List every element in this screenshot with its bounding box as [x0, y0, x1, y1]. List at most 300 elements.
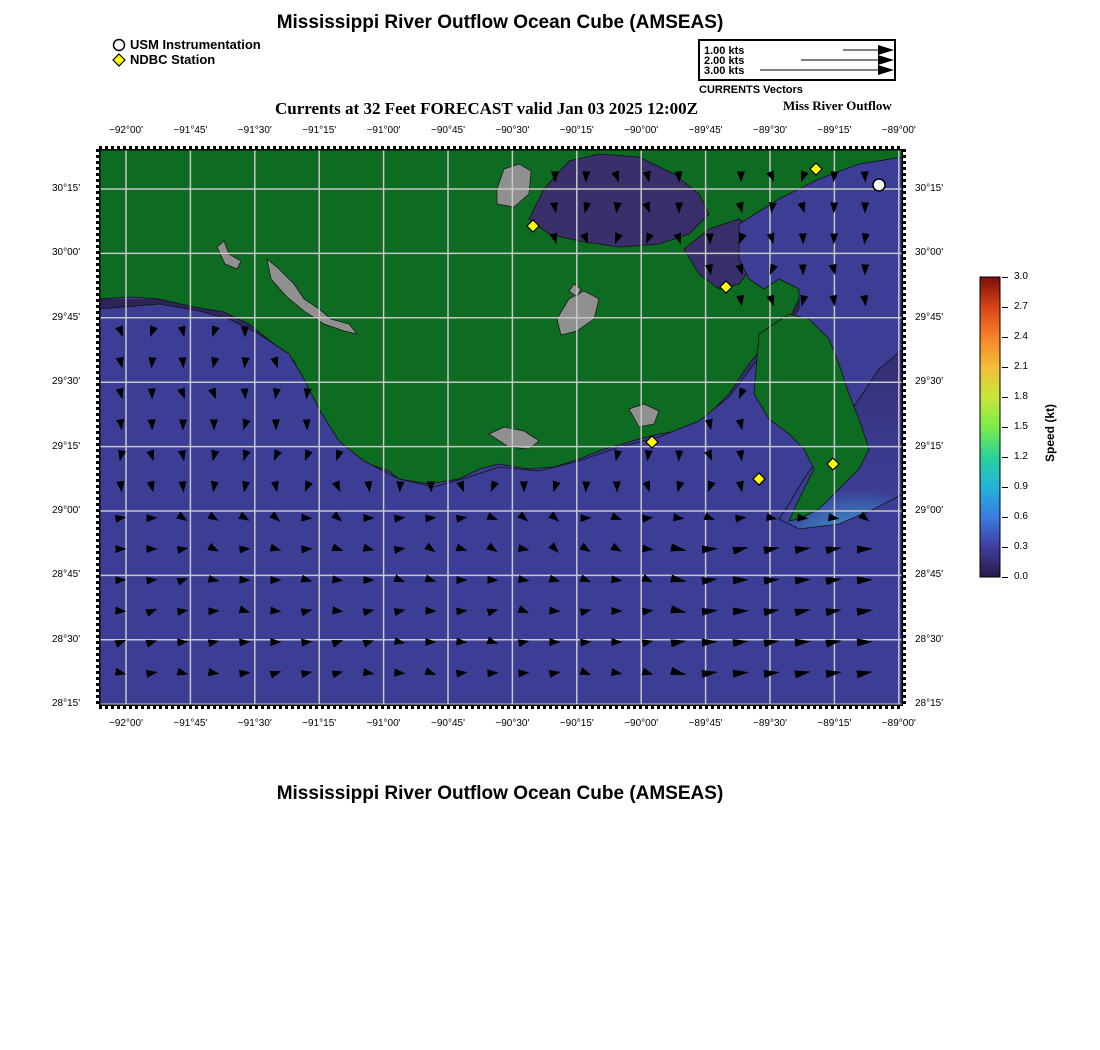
border-tick: [285, 706, 288, 709]
border-tick: [96, 467, 99, 470]
border-tick: [903, 395, 906, 398]
border-tick: [891, 146, 894, 149]
border-tick: [96, 191, 99, 194]
border-tick: [96, 629, 99, 632]
border-tick: [96, 371, 99, 374]
border-tick: [357, 146, 360, 149]
border-tick: [687, 146, 690, 149]
vector-label-1: 1.00 kts: [704, 45, 745, 57]
longitude-tick-label: −91°00': [366, 718, 401, 729]
border-tick: [207, 706, 210, 709]
border-tick: [657, 706, 660, 709]
border-tick: [267, 146, 270, 149]
border-tick: [567, 706, 570, 709]
border-tick: [351, 146, 354, 149]
border-tick: [375, 146, 378, 149]
border-tick: [261, 706, 264, 709]
border-tick: [651, 706, 654, 709]
border-tick: [903, 275, 906, 278]
border-tick: [105, 706, 108, 709]
border-tick: [96, 677, 99, 680]
border-tick: [645, 706, 648, 709]
border-tick: [96, 311, 99, 314]
border-tick: [249, 706, 252, 709]
latitude-tick-label: 29°30': [915, 376, 944, 388]
border-tick: [597, 706, 600, 709]
border-tick: [96, 581, 99, 584]
border-tick: [597, 146, 600, 149]
border-tick: [123, 706, 126, 709]
border-tick: [735, 706, 738, 709]
border-tick: [663, 706, 666, 709]
border-tick: [903, 569, 906, 572]
border-tick: [99, 146, 102, 149]
border-tick: [903, 233, 906, 236]
border-tick: [525, 706, 528, 709]
border-tick: [225, 706, 228, 709]
border-tick: [96, 275, 99, 278]
latitude-tick-label: 29°30': [52, 376, 81, 388]
border-tick: [903, 611, 906, 614]
border-tick: [96, 545, 99, 548]
border-tick: [903, 629, 906, 632]
border-tick: [903, 383, 906, 386]
border-tick: [633, 706, 636, 709]
border-tick: [96, 395, 99, 398]
border-tick: [795, 146, 798, 149]
border-tick: [567, 146, 570, 149]
border-tick: [903, 413, 906, 416]
border-tick: [903, 539, 906, 542]
border-tick: [903, 203, 906, 206]
border-tick: [903, 689, 906, 692]
border-tick: [429, 706, 432, 709]
colorbar-tick-label: 2.1: [1014, 361, 1028, 372]
border-tick: [885, 146, 888, 149]
border-tick: [465, 706, 468, 709]
border-tick: [96, 461, 99, 464]
border-tick: [831, 146, 834, 149]
vector-legend-arrows: [700, 41, 894, 79]
border-tick: [333, 146, 336, 149]
border-tick: [483, 706, 486, 709]
border-tick: [699, 706, 702, 709]
border-tick: [519, 706, 522, 709]
colorbar-tick-mark: [1002, 457, 1008, 458]
border-tick: [513, 146, 516, 149]
colorbar-tick-label: 0.6: [1014, 511, 1028, 522]
latitude-tick-label: 28°30': [915, 633, 944, 645]
border-tick: [303, 706, 306, 709]
border-tick: [279, 146, 282, 149]
border-tick: [96, 575, 99, 578]
border-tick: [837, 706, 840, 709]
border-tick: [453, 706, 456, 709]
border-tick: [96, 473, 99, 476]
ndbc-legend-label: NDBC Station: [130, 52, 216, 67]
border-tick: [105, 146, 108, 149]
border-tick: [675, 706, 678, 709]
border-tick: [273, 146, 276, 149]
border-tick: [423, 706, 426, 709]
border-tick: [885, 706, 888, 709]
border-tick: [903, 341, 906, 344]
border-tick: [96, 419, 99, 422]
longitude-tick-label: −90°45': [431, 125, 465, 136]
border-tick: [573, 146, 576, 149]
border-tick: [531, 146, 534, 149]
border-tick: [351, 706, 354, 709]
border-tick: [903, 635, 906, 638]
border-tick: [96, 299, 99, 302]
border-tick: [765, 706, 768, 709]
border-tick: [507, 706, 510, 709]
border-tick: [99, 706, 102, 709]
border-tick: [96, 341, 99, 344]
border-tick: [819, 706, 822, 709]
border-tick: [813, 706, 816, 709]
border-tick: [633, 146, 636, 149]
border-tick: [501, 146, 504, 149]
border-tick: [741, 146, 744, 149]
latitude-tick-label: 29°45': [52, 311, 81, 323]
border-tick: [693, 146, 696, 149]
colorbar-tick-label: 1.8: [1014, 391, 1028, 402]
border-tick: [903, 173, 906, 176]
border-tick: [117, 146, 120, 149]
border-tick: [729, 146, 732, 149]
border-tick: [903, 155, 906, 158]
latitude-tick-label: 28°15': [915, 698, 944, 710]
longitude-tick-label: −89°00': [881, 718, 916, 729]
border-tick: [903, 299, 906, 302]
border-tick: [375, 706, 378, 709]
border-tick: [96, 251, 99, 254]
latitude-tick-label: 28°45': [915, 569, 944, 581]
border-tick: [285, 146, 288, 149]
border-tick: [627, 706, 630, 709]
border-tick: [96, 695, 99, 698]
border-tick: [177, 146, 180, 149]
border-tick: [723, 146, 726, 149]
border-tick: [255, 706, 258, 709]
border-tick: [183, 706, 186, 709]
border-tick: [96, 635, 99, 638]
border-tick: [687, 706, 690, 709]
border-tick: [825, 706, 828, 709]
border-tick: [201, 706, 204, 709]
border-tick: [903, 191, 906, 194]
border-tick: [771, 706, 774, 709]
border-tick: [585, 146, 588, 149]
border-tick: [471, 706, 474, 709]
longitude-tick-label: −90°30': [495, 718, 530, 729]
border-tick: [699, 146, 702, 149]
border-tick: [711, 146, 714, 149]
border-tick: [381, 146, 384, 149]
colorbar-tick-label: 0.3: [1014, 541, 1028, 552]
border-tick: [903, 665, 906, 668]
border-tick: [219, 706, 222, 709]
longitude-tick-label: −91°15': [302, 718, 337, 729]
border-tick: [873, 706, 876, 709]
border-tick: [639, 146, 642, 149]
border-tick: [96, 425, 99, 428]
border-tick: [903, 209, 906, 212]
border-tick: [459, 146, 462, 149]
ndbc-legend-item: [112, 52, 215, 67]
border-tick: [903, 437, 906, 440]
border-tick: [345, 146, 348, 149]
border-tick: [237, 706, 240, 709]
colorbar-tick-mark: [1002, 307, 1008, 308]
border-tick: [525, 146, 528, 149]
border-tick: [96, 605, 99, 608]
border-tick: [903, 557, 906, 560]
border-tick: [159, 706, 162, 709]
border-tick: [891, 706, 894, 709]
border-tick: [453, 146, 456, 149]
border-tick: [855, 146, 858, 149]
border-tick: [96, 491, 99, 494]
border-tick: [96, 293, 99, 296]
border-tick: [111, 706, 114, 709]
border-tick: [861, 706, 864, 709]
colorbar-tick-mark: [1002, 337, 1008, 338]
border-tick: [129, 146, 132, 149]
border-tick: [903, 335, 906, 338]
border-tick: [903, 647, 906, 650]
border-tick: [423, 146, 426, 149]
border-tick: [96, 239, 99, 242]
border-tick: [96, 647, 99, 650]
border-tick: [489, 706, 492, 709]
border-tick: [903, 251, 906, 254]
border-tick: [237, 146, 240, 149]
border-tick: [327, 706, 330, 709]
border-tick: [903, 407, 906, 410]
border-tick: [903, 431, 906, 434]
longitude-tick-label: −90°00': [624, 125, 659, 136]
border-tick: [903, 455, 906, 458]
border-tick: [609, 706, 612, 709]
border-tick: [741, 706, 744, 709]
border-tick: [309, 706, 312, 709]
border-tick: [96, 587, 99, 590]
border-tick: [801, 706, 804, 709]
border-tick: [165, 706, 168, 709]
border-tick: [96, 509, 99, 512]
longitude-tick-label: −91°45': [173, 718, 208, 729]
border-tick: [96, 683, 99, 686]
border-tick: [195, 146, 198, 149]
border-tick: [903, 497, 906, 500]
border-tick: [903, 563, 906, 566]
longitude-tick-label: −89°15': [817, 125, 852, 136]
border-tick: [903, 305, 906, 308]
border-tick: [195, 706, 198, 709]
border-tick: [879, 146, 882, 149]
border-tick: [96, 401, 99, 404]
border-tick: [171, 146, 174, 149]
longitude-tick-label: −89°00': [881, 125, 916, 136]
border-tick: [651, 146, 654, 149]
border-tick: [309, 146, 312, 149]
border-tick: [447, 706, 450, 709]
border-tick: [543, 706, 546, 709]
longitude-tick-label: −90°45': [431, 718, 465, 729]
border-tick: [96, 593, 99, 596]
border-tick: [96, 479, 99, 482]
border-tick: [543, 146, 546, 149]
border-tick: [903, 293, 906, 296]
vector-legend-box: [698, 39, 896, 81]
border-tick: [96, 653, 99, 656]
border-tick: [399, 146, 402, 149]
border-tick: [96, 377, 99, 380]
border-tick: [813, 146, 816, 149]
border-tick: [303, 146, 306, 149]
border-tick: [843, 706, 846, 709]
usm-legend-label: USM Instrumentation: [130, 37, 261, 52]
border-tick: [165, 146, 168, 149]
border-tick: [345, 706, 348, 709]
border-tick: [96, 215, 99, 218]
border-tick: [267, 706, 270, 709]
latitude-tick-label: 29°45': [915, 311, 944, 323]
longitude-tick-label: −91°45': [173, 125, 208, 136]
longitude-tick-label: −89°45': [688, 125, 723, 136]
latitude-tick-label: 29°00': [915, 505, 944, 516]
border-tick: [96, 329, 99, 332]
usm-legend-item: [112, 37, 261, 52]
border-tick: [729, 706, 732, 709]
border-tick: [333, 706, 336, 709]
longitude-tick-label: −91°15': [302, 125, 337, 136]
border-tick: [177, 706, 180, 709]
border-tick: [96, 503, 99, 506]
border-tick: [693, 706, 696, 709]
border-tick: [363, 706, 366, 709]
border-tick: [411, 706, 414, 709]
border-tick: [717, 146, 720, 149]
border-tick: [387, 146, 390, 149]
border-tick: [903, 353, 906, 356]
colorbar-tick-mark: [1002, 547, 1008, 548]
border-tick: [537, 706, 540, 709]
border-tick: [96, 353, 99, 356]
border-tick: [681, 706, 684, 709]
border-tick: [903, 179, 906, 182]
forecast-subtitle: Currents at 32 Feet FORECAST valid Jan 03 2025 12:00Z: [275, 99, 698, 118]
longitude-tick-label: −92°00': [109, 125, 143, 136]
border-tick: [903, 491, 906, 494]
border-tick: [903, 185, 906, 188]
border-tick: [96, 323, 99, 326]
border-tick: [261, 146, 264, 149]
border-tick: [96, 197, 99, 200]
colorbar-tick-mark: [1002, 577, 1008, 578]
border-tick: [435, 706, 438, 709]
border-tick: [903, 653, 906, 656]
border-tick: [96, 527, 99, 530]
border-tick: [855, 706, 858, 709]
border-tick: [189, 706, 192, 709]
border-tick: [807, 146, 810, 149]
longitude-tick-label: −89°30': [753, 125, 787, 136]
colorbar-tick-mark: [1002, 427, 1008, 428]
border-tick: [321, 706, 324, 709]
border-tick: [903, 149, 906, 152]
border-tick: [96, 305, 99, 308]
border-tick: [903, 575, 906, 578]
border-tick: [903, 359, 906, 362]
usm-circle-icon: [112, 38, 126, 52]
longitude-tick-label: −89°45': [688, 718, 723, 729]
border-tick: [213, 146, 216, 149]
border-tick: [96, 497, 99, 500]
border-tick: [903, 263, 906, 266]
longitude-tick-label: −89°30': [753, 718, 787, 729]
latitude-tick-label: 30°00': [52, 247, 81, 259]
border-tick: [579, 146, 582, 149]
border-tick: [273, 706, 276, 709]
border-tick: [759, 706, 762, 709]
border-tick: [723, 706, 726, 709]
border-tick: [531, 706, 534, 709]
speed-colorbar: [978, 276, 1004, 578]
border-tick: [903, 617, 906, 620]
border-tick: [903, 521, 906, 524]
border-tick: [111, 146, 114, 149]
border-tick: [387, 706, 390, 709]
border-tick: [147, 706, 150, 709]
border-tick: [291, 706, 294, 709]
colorbar-tick-mark: [1002, 517, 1008, 518]
latitude-tick-label: 30°00': [915, 247, 944, 259]
border-tick: [825, 146, 828, 149]
border-tick: [96, 407, 99, 410]
border-tick: [339, 706, 342, 709]
border-tick: [315, 146, 318, 149]
longitude-tick-label: −90°15': [559, 125, 594, 136]
border-tick: [753, 706, 756, 709]
border-tick: [441, 146, 444, 149]
border-tick: [417, 146, 420, 149]
border-tick: [849, 146, 852, 149]
border-tick: [555, 706, 558, 709]
border-tick: [243, 706, 246, 709]
border-tick: [903, 377, 906, 380]
colorbar-tick-label: 2.4: [1014, 331, 1028, 342]
border-tick: [96, 227, 99, 230]
latitude-tick-label: 28°15': [52, 698, 81, 710]
border-tick: [147, 146, 150, 149]
border-tick: [441, 706, 444, 709]
latitude-tick-label: 29°15': [52, 440, 81, 452]
longitude-tick-label: −90°15': [559, 718, 594, 729]
border-tick: [96, 551, 99, 554]
border-tick: [849, 706, 852, 709]
border-tick: [96, 431, 99, 434]
border-tick: [663, 146, 666, 149]
border-tick: [465, 146, 468, 149]
border-tick: [903, 473, 906, 476]
border-tick: [903, 449, 906, 452]
latitude-tick-label: 30°15': [915, 183, 944, 194]
border-tick: [621, 706, 624, 709]
border-tick: [417, 706, 420, 709]
